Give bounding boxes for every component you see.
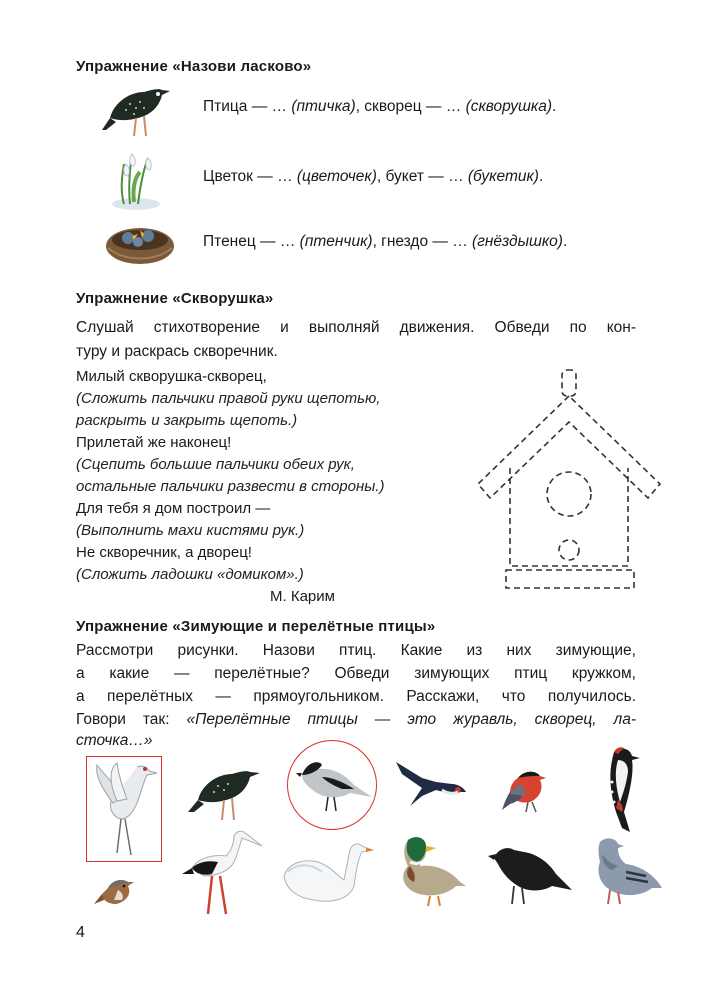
poem-line: Милый скворушка-скворец,: [76, 368, 267, 385]
stork-icon: [178, 822, 264, 918]
poem-line: Для тебя я дом построил —: [76, 500, 271, 517]
crow-circle[interactable]: [287, 740, 377, 830]
starling-icon: [186, 758, 268, 824]
poem-line: Не скворечник, а дворец!: [76, 544, 252, 561]
ex1-row-1: Птица — … (птичка), скворец — … (скворушка).: [203, 98, 557, 115]
poem: [76, 366, 456, 586]
crow-icon: [288, 741, 376, 829]
ex3-line-2: а какие — перелётные? Обведи зимующих птиц кружком,: [76, 665, 636, 682]
poem-author: М. Карим: [270, 588, 335, 605]
ex3-line-5: сточка…»: [76, 732, 153, 749]
ex1-title: Упражнение «Назови ласково»: [76, 58, 312, 75]
poem-line: (Сцепить большие пальчики обеих рук,: [76, 456, 355, 473]
snowdrop-icon: [110, 146, 162, 210]
ex3-line-4: Говори так: «Перелётные птицы — это журавль, скворец, ла-: [76, 711, 637, 728]
nest-icon: [104, 220, 176, 268]
poem-line: остальные пальчики развести в стороны.): [76, 478, 385, 495]
duck-icon: [390, 830, 470, 910]
crane-icon: [87, 757, 161, 861]
poem-line: Прилетай же наконец!: [76, 434, 232, 451]
poem-line: (Сложить пальчики правой руки щепотью,: [76, 390, 381, 407]
poem-line: (Сложить ладошки «домиком».): [76, 566, 304, 583]
sparrow-icon: [92, 868, 154, 914]
poem-line: (Выполнить махи кистями рук.): [76, 522, 305, 539]
ex1-row-3: Птенец — … (птенчик), гнездо — … (гнёздышко).: [203, 233, 568, 250]
swallow-icon: [392, 752, 472, 812]
poem-line: раскрыть и закрыть щепоть.): [76, 412, 298, 429]
ex2-title: Упражнение «Скворушка»: [76, 290, 274, 307]
swan-icon: [278, 836, 374, 908]
ex2-intro-line-2: туру и раскрась скворечник.: [76, 343, 278, 360]
ex3-line-1: Рассмотри рисунки. Назови птиц. Какие из них зимующие,: [76, 642, 636, 659]
ex2-intro-line-1: Слушай стихотворение и выполняй движения. Обведи по кон-: [76, 319, 636, 336]
woodpecker-icon: [600, 742, 646, 836]
birdhouse-outline-icon[interactable]: [470, 366, 670, 596]
crane-rectangle[interactable]: [86, 756, 162, 862]
bullfinch-icon: [500, 760, 558, 818]
ex3-line-3: а перелётных — прямоугольником. Расскажи, что получилось.: [76, 688, 636, 705]
ex3-title: Упражнение «Зимующие и перелётные птицы»: [76, 618, 436, 635]
pigeon-icon: [586, 832, 666, 908]
ex1-row-2: Цветок — … (цветочек), букет — … (букетик).: [203, 168, 544, 185]
starling-icon: [100, 78, 178, 140]
raven-icon: [484, 836, 574, 908]
page-number: 4: [76, 924, 85, 941]
